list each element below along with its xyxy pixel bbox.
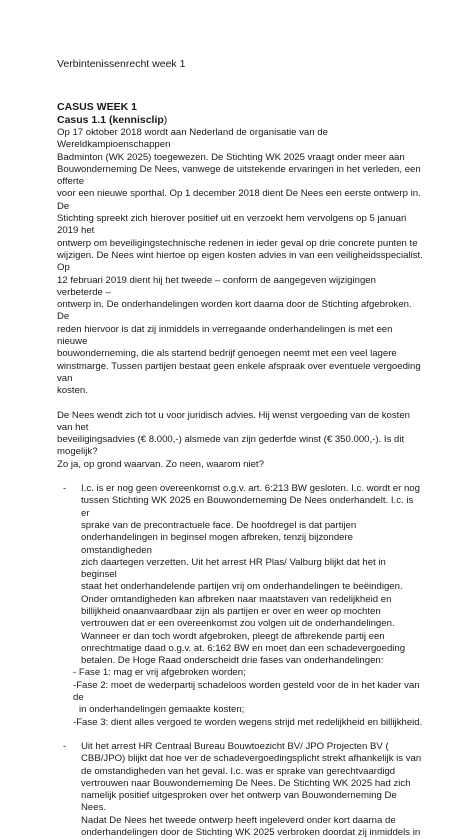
text-line: staat het onderhandelende partijen vrij om onderhandelingen te beëindigen. <box>81 581 403 593</box>
text-line: namelijk positief uitgesproken over het ontwerp van Bouwonderneming De Nees. <box>81 790 397 814</box>
text-line: bouwonderneming, die als startend bedrijf genoegen neemt met een veel lagere <box>57 348 397 360</box>
text-line: de omstandigheden van het geval. I.c. was er sprake van gerechtvaardigd <box>81 765 396 777</box>
case-question <box>57 410 424 471</box>
text-line: betalen. De Hoge Raad onderscheidt drie fases van onderhandelingen: <box>81 655 384 667</box>
document-header: Verbintenissenrecht week 1 <box>57 58 186 70</box>
text-line: onrechtmatige daad o.g.v. at. 6:162 BW en moet dan een schadevergoeding <box>81 642 406 654</box>
document-body <box>57 101 424 839</box>
bullet-mark: - <box>63 483 67 495</box>
text-line: ontwerp in. De onderhandelingen worden kort daarna door de Stichting afgebroken. De <box>57 299 412 323</box>
text-line: Badminton (WK 2025) toegewezen. De Stichting WK 2025 vraagt onder meer aan <box>57 151 405 163</box>
spacer <box>57 471 424 483</box>
text-line: Nadat De Nees het tweede ontwerp heeft ingeleverd onder kort daarna de <box>81 814 396 826</box>
text-line: CBB/JPO) blijkt dat hoe ver de schadevergoedingsplicht strekt afhankelijk is van <box>81 753 422 765</box>
text-line: Onder omtandigheden kan afbreken naar maatstaven van redelijkheid en <box>81 593 392 605</box>
text-line: Bouwonderneming De Nees, vanwege de uitstekende ervaringen in het verleden, een offerte <box>57 163 421 188</box>
text-line: beveiligingsadvies (€ 8.000,-) alsmede van zijn gederfde winst (€ 350.000,-). Is dit mogelijk? <box>57 434 405 458</box>
text-line: reden hiervoor is dat zij inmiddels in verregaande onderhandelingen is met een nieuwe <box>57 323 393 348</box>
text-line: kosten. <box>57 385 88 397</box>
section-heading: CASUS WEEK 1 <box>57 101 137 113</box>
case-intro <box>57 127 424 398</box>
spacer <box>57 729 424 741</box>
text-line: tussen Stichting WK 2025 en Bouwonderneming De Nees onderhandelt. I.c. is er <box>81 495 414 519</box>
text-line: onderhandelingen in beginsel mogen afbreken, tenzij bijzondere omstandigheden <box>81 532 354 556</box>
phase-item: -Fase 3: dient alles vergoed te worden wegens strijd met redelijkheid en billijkheid. <box>73 716 423 728</box>
phase-item-continued: in onderhandelingen gemaakte kosten; <box>79 704 245 716</box>
case-heading-text: Casus 1.1 (kennisclip <box>57 114 164 126</box>
text-line: billijkheid onaanvaardbaar zijn als partijen er over en weer op mochten <box>81 605 381 617</box>
text-line: Op 17 oktober 2018 wordt aan Nederland de organisatie van de Wereldkampioenschappen <box>57 127 328 151</box>
text-line: ontwerp om beveiligingstechnische redenen in ieder geval op drie concrete punten te <box>57 237 418 249</box>
text-line: Wanneer er dan toch wordt afgebroken, pleegt de afbrekende partij een <box>81 630 385 642</box>
text-line: Stichting spreekt zich hierover positief uit en verzoekt hem vervolgens op 5 januari 2019 het <box>57 213 407 237</box>
text-line: zich daartegen verzetten. Uit het arrest HR Plas/ Valburg blijkt dat het in beginsel <box>81 556 386 581</box>
text-line: winstmarge. Tussen partijen bestaat geen enkele afspraak over eventuele vergoeding van <box>57 360 421 384</box>
text-line: vertrouwen dat er een overeenkomst zou volgen uit de onderhandelingen. <box>81 618 395 630</box>
answer-bullet-2 <box>57 741 424 839</box>
phase-item: - Fase 1: mag er vrij afgebroken worden; <box>73 667 246 679</box>
text-line: Zo ja, op grond waarvan. Zo neen, waarom niet? <box>57 458 264 470</box>
case-heading-paren: ) <box>163 114 168 126</box>
text-line: 12 februari 2019 dient hij het tweede – conform de aangegeven wijzigingen verbeterde – <box>57 274 376 298</box>
phase-list <box>57 667 424 728</box>
text-line: voor een nieuwe sporthal. Op 1 december 2018 dient De Nees een eerste ontwerp in. De <box>57 188 421 212</box>
text-line: onderhandelingen door de Stichting WK 2025 verbroken doordat zij inmiddels in <box>81 827 421 839</box>
phase-item: -Fase 2: moet de wederpartij schadeloos worden gesteld voor de in het kader van de <box>73 679 420 704</box>
case-heading <box>57 114 424 127</box>
text-line: sprake van de precontractuele face. De hoofdregel is dat partijen <box>81 519 357 531</box>
text-line: wijzigen. De Nees wint hiertoe op eigen kosten advies in van een veiligheidsspecialist. Op <box>57 249 423 274</box>
bullet-mark: - <box>63 740 67 752</box>
text-line: De Nees wendt zich tot u voor juridisch advies. Hij wenst vergoeding van de kosten van het <box>57 409 411 433</box>
text-line: Uit het arrest HR Centraal Bureau Bouwtoezicht BV/ JPO Projecten BV ( <box>81 740 389 752</box>
text-line: I.c. is er nog geen overeenkomst o.g.v. art. 6:213 BW gesloten. I.c. wordt er nog <box>81 483 420 495</box>
answer-bullet-1 <box>57 483 424 667</box>
spacer <box>57 398 424 410</box>
text-line: vertrouwen naar Bouwonderneming De Nees. De Stichting WK 2025 had zich <box>81 777 411 789</box>
